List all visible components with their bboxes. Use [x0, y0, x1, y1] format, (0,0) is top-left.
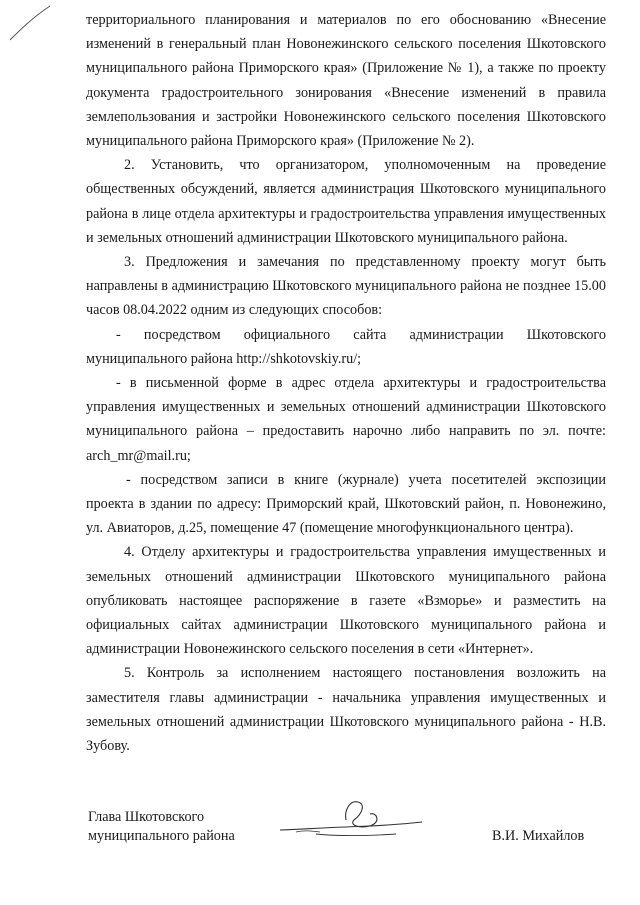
signatory-title — [88, 808, 235, 846]
signature-block — [88, 808, 608, 868]
signatory-title-line1: Глава Шкотовского — [88, 809, 205, 825]
paragraph-continuation: территориального планирования и материалов по его обоснованию «Внесение изменений в генеральный план Новонежинского сельского поселения Шкотовского муниципального района Приморского края» (Приложение № 1), а также по проекту документа градостроительного зонирования «Внесение изменений в правила землепользования и застройки Новонежинского сельского поселения Шкотовского муниципального района Приморского края» (Приложение № 2). — [86, 12, 606, 150]
bullet-website: - посредством официального сайта администрации Шкотовского муниципального района http://shkotovskiy.ru/; — [86, 326, 606, 367]
paragraph-item-5: 5. Контроль за исполнением настоящего постановления возложить на заместителя главы администрации - начальника управления имущественных и земельных отношений администрации Шкотовского муниципального района - Н.В. Зубову. — [86, 665, 606, 755]
handwritten-signature — [276, 796, 426, 848]
bullet-visitor-book: - посредством записи в книге (журнале) учета посетителей экспозиции проекта в здании по адресу: Приморский край, Шкотовский район, п. Новонежино, ул. Авиаторов, д.25, помещение 47 (помещение многофункционального центра). — [86, 471, 606, 537]
paragraph-item-3: 3. Предложения и замечания по представленному проекту могут быть направлены в администрацию Шкотовского муниципального района не позднее 15.00 часов 08.04.2022 одним из следующих способов: — [86, 254, 606, 319]
bullet-written-form: - в письменной форме в адрес отдела архитектуры и градостроительства управления имущественных и земельных отношений администрации Шкотовского муниципального района – предоставить нарочно либо направить по эл. почте: arch_mr@mail.ru; — [86, 375, 606, 464]
signatory-name: В.И. Михайлов — [492, 828, 585, 844]
document-body — [86, 8, 606, 758]
paragraph-item-2: 2. Установить, что организатором, уполномоченным на проведение общественных обсуждений, является администрация Шкотовского муниципального района в лице отдела архитектуры и градостроительства управления имущественных и земельных отношений администрации Шкотовского муниципального района. — [86, 157, 606, 246]
signatory-title-line2: муниципального района — [88, 828, 235, 844]
paragraph-item-4: 4. Отделу архитектуры и градостроительства управления имущественных и земельных отношений администрации Шкотовского муниципального района опубликовать настоящее распоряжение в газете «Взморье» и разместить на официальных сайтах администрации Шкотовского муниципального района и администрации Новонежинского сельского поселения в сети «Интернет». — [86, 544, 606, 658]
corner-pen-stroke — [4, 2, 54, 44]
